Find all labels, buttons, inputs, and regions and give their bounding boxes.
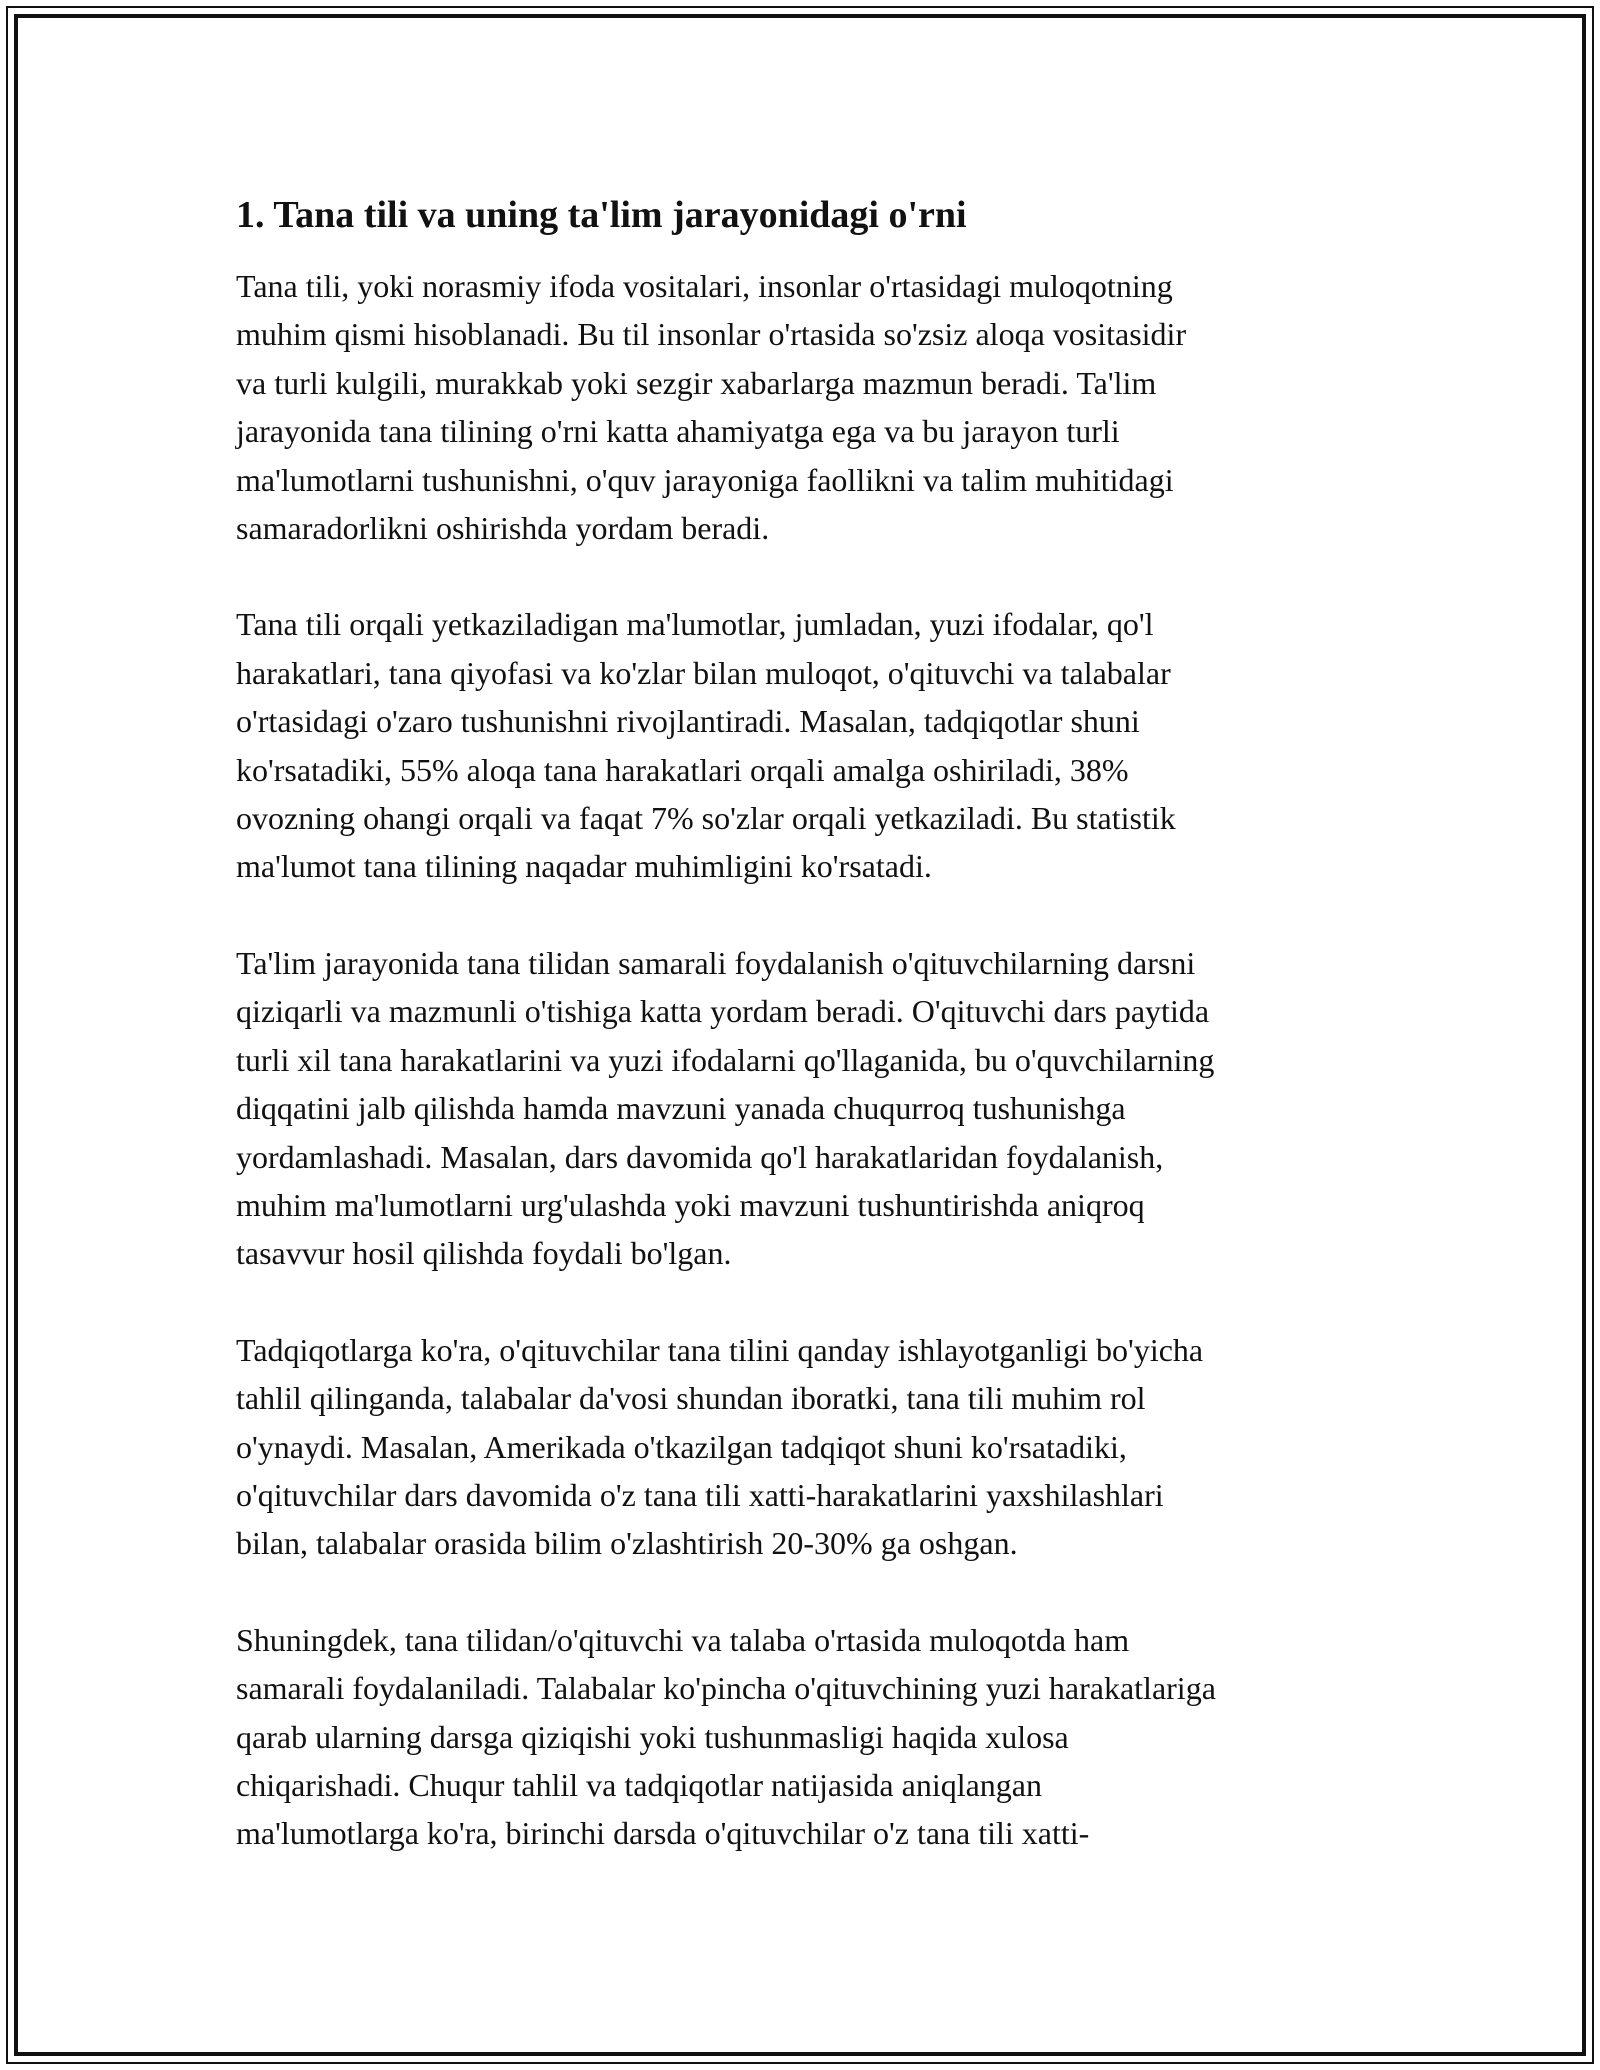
paragraph-line: ma'lumotlarga ko'ra, birinchi darsda o'qituvchilar o'z tana tili xatti- bbox=[236, 1815, 1090, 1852]
paragraph-3 bbox=[236, 939, 1376, 1278]
paragraph-line: ma'lumot tana tilining naqadar muhimligini ko'rsatadi. bbox=[236, 848, 932, 885]
paragraph-line: yordamlashadi. Masalan, dars davomida qo'l harakatlaridan foydalanish, bbox=[236, 1138, 1164, 1175]
paragraph-line: Tadqiqotlarga ko'ra, o'qituvchilar tana tilini qanday ishlayotganligi bo'yicha bbox=[236, 1331, 1204, 1368]
paragraph-line: ma'lumotlarni tushunishni, o'quv jarayoniga faollikni va talim muhitidagi bbox=[236, 461, 1174, 498]
paragraph-4 bbox=[236, 1326, 1376, 1568]
paragraph-line: samaradorlikni oshirishda yordam beradi. bbox=[236, 510, 770, 547]
paragraph-1 bbox=[236, 262, 1376, 552]
document-body bbox=[236, 190, 1376, 1906]
paragraph-line: tasavvur hosil qilishda foydali bo'lgan. bbox=[236, 1235, 732, 1272]
paragraph-2 bbox=[236, 600, 1376, 890]
paragraph-line: diqqatini jalb qilishda hamda mavzuni yanada chuqurroq tushunishga bbox=[236, 1090, 1126, 1127]
paragraph-line: muhim qismi hisoblanadi. Bu til insonlar o'rtasida so'zsiz aloqa vositasidir bbox=[236, 316, 1187, 353]
paragraph-line: ovozning ohangi orqali va faqat 7% so'zlar orqali yetkaziladi. Bu statistik bbox=[236, 800, 1176, 837]
paragraph-line: qiziqarli va mazmunli o'tishiga katta yordam beradi. O'qituvchi dars paytida bbox=[236, 993, 1210, 1030]
paragraph-line: Tana tili, yoki norasmiy ifoda vositalari, insonlar o'rtasidagi muloqotning bbox=[236, 268, 1173, 304]
paragraph-line: samarali foydalaniladi. Talabalar ko'pincha o'qituvchining yuzi harakatlariga bbox=[236, 1670, 1216, 1707]
paragraph-line: Tana tili orqali yetkaziladigan ma'lumotlar, jumladan, yuzi ifodalar, qo'l bbox=[236, 606, 1154, 643]
paragraph-line: bilan, talabalar orasida bilim o'zlashtirish 20-30% ga oshgan. bbox=[236, 1525, 1018, 1562]
paragraph-line: o'rtasidagi o'zaro tushunishni rivojlantiradi. Masalan, tadqiqotlar shuni bbox=[236, 703, 1140, 740]
paragraph-line: chiqarishadi. Chuqur tahlil va tadqiqotlar natijasida aniqlangan bbox=[236, 1766, 1042, 1803]
paragraph-line: harakatlari, tana qiyofasi va ko'zlar bilan muloqot, o'qituvchi va talabalar bbox=[236, 654, 1171, 691]
paragraph-line: tahlil qilinganda, talabalar da'vosi shundan iboratki, tana tili muhim rol bbox=[236, 1380, 1146, 1417]
paragraph-line: o'ynaydi. Masalan, Amerikada o'tkazilgan tadqiqot shuni ko'rsatadiki, bbox=[236, 1428, 1127, 1465]
paragraph-line: turli xil tana harakatlarini va yuzi ifodalarni qo'llaganida, bu o'quvchilarning bbox=[236, 1041, 1215, 1078]
paragraph-line: muhim ma'lumotlarni urg'ulashda yoki mavzuni tushuntirishda aniqroq bbox=[236, 1186, 1145, 1223]
paragraph-line: ko'rsatadiki, 55% aloqa tana harakatlari orqali amalga oshiriladi, 38% bbox=[236, 751, 1129, 788]
section-heading: 1. Tana tili va uning ta'lim jarayonidagi o'rni bbox=[236, 194, 967, 236]
paragraph-5 bbox=[236, 1616, 1376, 1858]
paragraph-line: Ta'lim jarayonida tana tilidan samarali foydalanish o'qituvchilarning darsni bbox=[236, 944, 1196, 981]
paragraph-line: qarab ularning darsga qiziqishi yoki tushunmasligi haqida xulosa bbox=[236, 1718, 1069, 1755]
paragraph-line: jarayonida tana tilining o'rni katta ahamiyatga ega va bu jarayon turli bbox=[236, 413, 1120, 450]
paragraph-line: o'qituvchilar dars davomida o'z tana tili xatti-harakatlarini yaxshilashlari bbox=[236, 1476, 1164, 1513]
paragraph-line: Shuningdek, tana tilidan/o'qituvchi va talaba o'rtasida muloqotda ham bbox=[236, 1621, 1130, 1658]
paragraph-line: va turli kulgili, murakkab yoki sezgir xabarlarga mazmun beradi. Ta'lim bbox=[236, 364, 1157, 401]
